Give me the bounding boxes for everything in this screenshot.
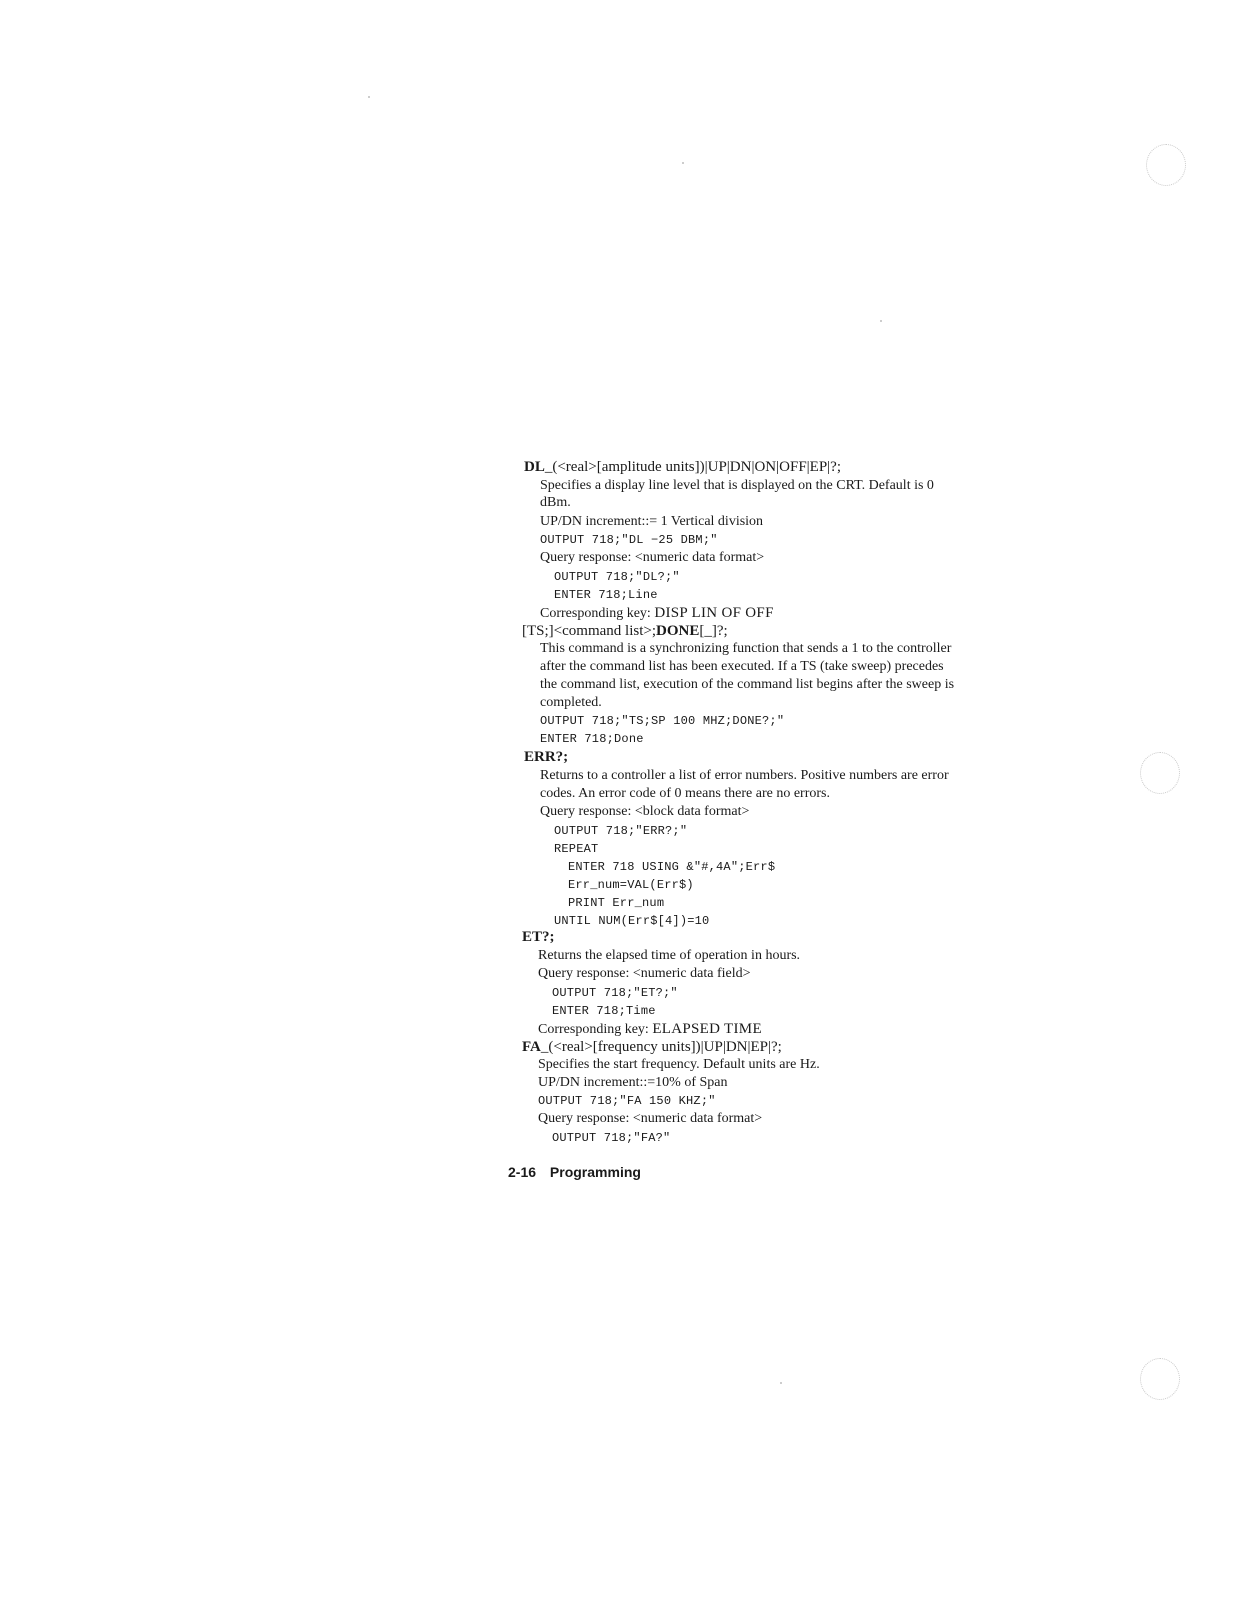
page-footer	[508, 1164, 641, 1180]
dl-heading: DL_(<real>[amplitude units])|UP|DN|ON|OFF|EP|?;	[524, 459, 841, 475]
scan-speck	[682, 162, 684, 164]
fa-increment: UP/DN increment::=10% of Span	[538, 1075, 728, 1090]
punch-hole-middle	[1140, 752, 1180, 794]
done-description: This command is a synchronizing function that sends a 1 to the controller	[540, 641, 952, 656]
dl-description: Specifies a display line level that is displayed on the CRT. Default is 0	[540, 478, 934, 493]
done-heading: [TS;]<command list>;DONE[_]?;	[522, 623, 728, 639]
fa-code: OUTPUT 718;"FA?"	[552, 1131, 671, 1145]
err-code: ENTER 718 USING &"#,4A";Err$	[568, 860, 776, 874]
done-code: OUTPUT 718;"TS;SP 100 MHZ;DONE?;"	[540, 714, 785, 728]
et-code: OUTPUT 718;"ET?;"	[552, 986, 678, 1000]
fa-query-response: Query response: <numeric data format>	[538, 1111, 763, 1126]
scan-speck	[368, 96, 370, 98]
err-code: REPEAT	[554, 842, 599, 856]
dl-corresponding-key: Corresponding key: DISP LIN OF OFF	[540, 605, 774, 621]
dl-code: OUTPUT 718;"DL?;"	[554, 570, 680, 584]
dl-code: ENTER 718;Line	[554, 588, 658, 602]
done-description: the command list, execution of the command list begins after the sweep is	[540, 677, 955, 692]
et-code: ENTER 718;Time	[552, 1004, 656, 1018]
et-query-response: Query response: <numeric data field>	[538, 966, 751, 981]
page-number: 2-16	[508, 1164, 537, 1180]
fa-heading: FA_(<real>[frequency units])|UP|DN|EP|?;	[522, 1039, 782, 1055]
err-description: codes. An error code of 0 means there are no errors.	[540, 786, 830, 801]
punch-hole-top	[1146, 144, 1186, 186]
err-code: PRINT Err_num	[568, 896, 665, 910]
et-corresponding-key: Corresponding key: ELAPSED TIME	[538, 1021, 762, 1037]
scan-speck	[880, 320, 882, 322]
scan-speck	[780, 1382, 782, 1384]
dl-increment: UP/DN increment::= 1 Vertical division	[540, 514, 764, 529]
et-description: Returns the elapsed time of operation in hours.	[538, 948, 801, 963]
err-query-response: Query response: <block data format>	[540, 804, 750, 819]
section-title: Programming	[549, 1164, 641, 1180]
fa-code: OUTPUT 718;"FA 150 KHZ;"	[538, 1094, 716, 1108]
done-description: completed.	[540, 695, 602, 710]
dl-query-response: Query response: <numeric data format>	[540, 550, 765, 565]
err-code: UNTIL NUM(Err$[4])=10	[554, 914, 710, 928]
err-code: Err_num=VAL(Err$)	[568, 878, 694, 892]
err-code: OUTPUT 718;"ERR?;"	[554, 824, 688, 838]
dl-description: dBm.	[540, 495, 571, 510]
err-description: Returns to a controller a list of error numbers. Positive numbers are error	[540, 768, 949, 783]
punch-hole-bottom	[1140, 1358, 1180, 1400]
fa-description: Specifies the start frequency. Default units are Hz.	[538, 1057, 820, 1072]
et-heading: ET?;	[522, 929, 555, 945]
done-description: after the command list has been executed. If a TS (take sweep) precedes	[540, 659, 944, 674]
dl-code: OUTPUT 718;"DL −25 DBM;"	[540, 533, 718, 547]
done-code: ENTER 718;Done	[540, 732, 644, 746]
err-heading: ERR?;	[524, 749, 569, 765]
